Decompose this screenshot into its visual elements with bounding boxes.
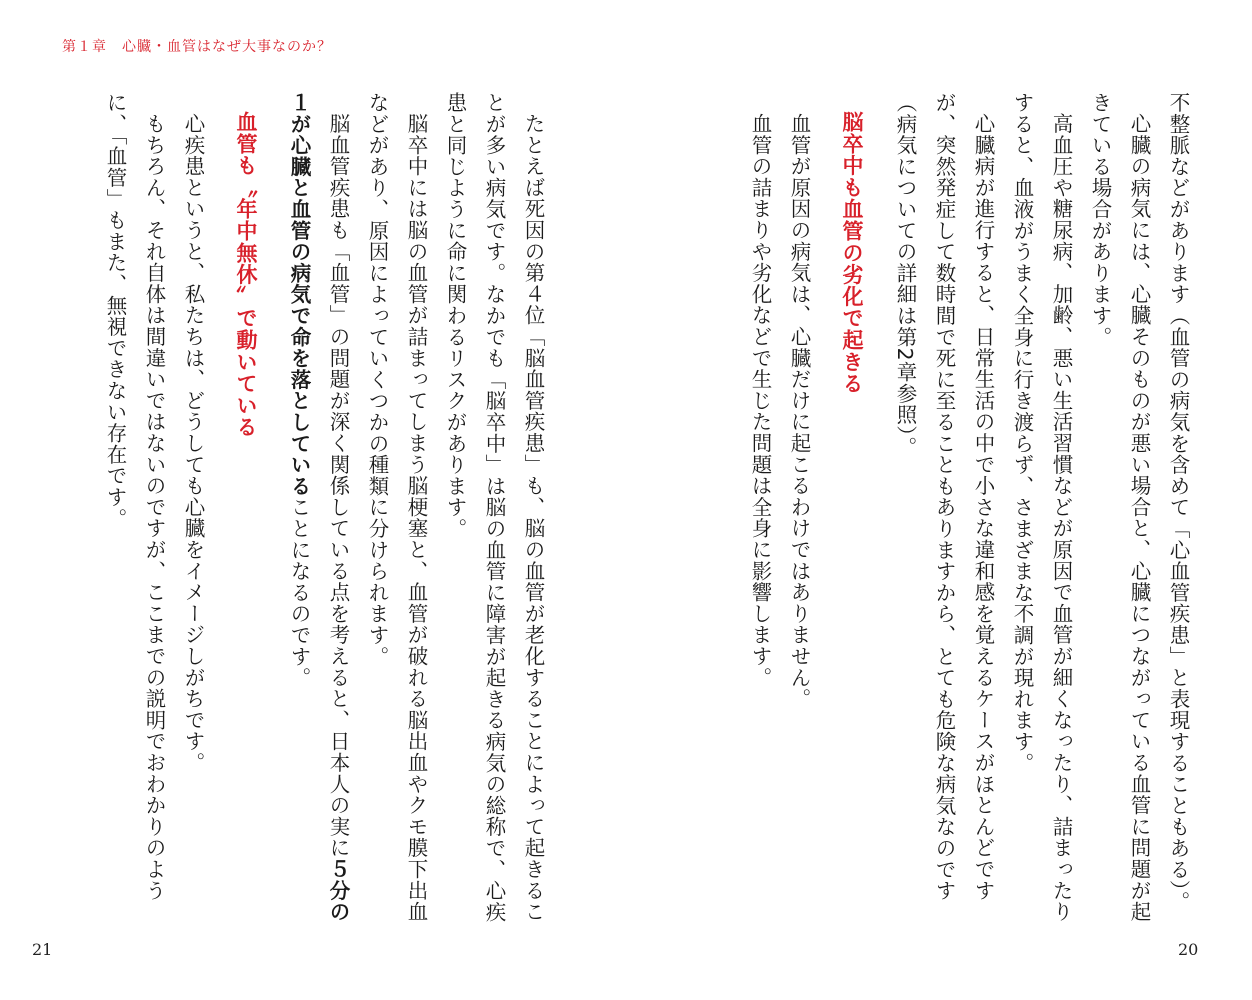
right-paragraph-2: 心臓の病気には、心臓そのものが悪い場合と、心臓につながっている血管に問題が起きている場合があります。 xyxy=(1088,92,1151,922)
right-paragraph-4: 心臓病が進行すると、日常生活の中で小さな違和感を覚えるケースがほとんどですが、突然発症して数時間で死に至ることもありますから、とても危険な病気なのです（病気についての詳細は第2章参照）。 xyxy=(893,92,995,902)
page-number-right: 20 xyxy=(1178,940,1199,959)
left-page-text xyxy=(95,92,552,932)
left-paragraph-1: たとえば死因の第４位「脳血管疾患」も、脳の血管が老化することによって起きることが多い病気です。なかでも「脳卒中」は脳の血管に障害が起きる病気の総称で、心疾患と同じように命に関わるリスクがあります。 xyxy=(443,92,545,923)
page-number-left: 21 xyxy=(32,940,53,959)
right-paragraph-6: 血管の詰まりや劣化などで生じた問題は全身に影響します。 xyxy=(748,112,772,688)
left-paragraph-4: 心疾患というと、私たちは、どうしても心臓をイメージしがちです。 xyxy=(181,112,205,773)
right-paragraph-3: 高血圧や糖尿病、加齢、悪い生活習慣などが原因で血管が細くなったり、詰まったりすると、血液がうまく全身に行き渡らず、さまざまな不調が現れます。 xyxy=(1010,92,1073,922)
emphasis-one-fifth: ５分の１が心臓と血管の病気で命を落としている xyxy=(287,92,350,922)
right-paragraph-1: 不整脈などがあります（血管の病気を含めて「心血管疾患」と表現することもある）。 xyxy=(1166,92,1190,913)
left-paragraph-3-text: 脳血管疾患も「血管」の問題が深く関係している点を考えると、日本人の実に xyxy=(326,112,350,858)
section-heading-blood-vessels: 血管も〝年中無休〟で動いている xyxy=(234,110,258,438)
right-page-text xyxy=(740,92,1197,932)
left-paragraph-3-tail: ことになるのです。 xyxy=(287,496,311,689)
page-left xyxy=(52,92,552,932)
right-paragraph-5: 血管が原因の病気は、心臓だけに起こるわけではありません。 xyxy=(787,112,811,709)
left-paragraph-2: 脳卒中には脳の血管が詰まってしまう脳梗塞と、血管が破れる脳出血やクモ膜下出血などがあり、原因によっていくつかの種類に分けられます。 xyxy=(365,92,428,922)
left-paragraph-3 xyxy=(279,92,357,932)
section-heading-stroke: 脳卒中も血管の劣化で起きる xyxy=(840,110,864,395)
running-head: 第１章 心臓・血管はなぜ大事なのか？ xyxy=(62,39,332,55)
page-right xyxy=(692,92,1197,932)
left-paragraph-5: もちろん、それ自体は間違いではないのですが、ここまでの説明でおわかりのように、「血管」もまた、無視できない存在です。 xyxy=(103,92,166,901)
